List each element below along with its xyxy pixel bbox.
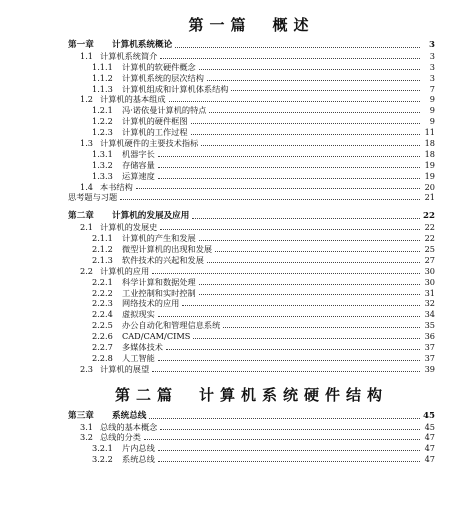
toc-subsection-entry[interactable] xyxy=(68,277,435,288)
toc-subsection-entry[interactable] xyxy=(68,160,435,171)
entry-page-number: 18 xyxy=(424,138,435,148)
dot-leader xyxy=(152,273,420,274)
entry-number: 1.3.3 xyxy=(92,170,113,181)
dot-leader xyxy=(158,450,420,451)
toc-subsection-entry[interactable] xyxy=(68,288,435,299)
part-title: 第一篇 概述 xyxy=(188,16,315,34)
dot-leader xyxy=(215,251,420,252)
dot-leader xyxy=(175,47,420,48)
entry-page-number: 31 xyxy=(424,287,435,298)
entry-title: 计算机组成和计算机体系结构 xyxy=(122,83,229,94)
entry-page-number: 9 xyxy=(429,105,435,116)
toc-section-entry[interactable] xyxy=(68,94,435,105)
entry-title: CAD/CAM/CIMS xyxy=(122,331,191,342)
entry-title: 冯·诺依曼计算机的特点 xyxy=(122,105,207,116)
entry-page-number: 45 xyxy=(423,410,435,421)
entry-title: 计算机的发展及应用 xyxy=(112,211,190,222)
dot-leader xyxy=(223,327,420,328)
dot-leader xyxy=(199,294,420,295)
entry-page-number: 19 xyxy=(424,170,435,181)
entry-title: 计算机的产生和发展 xyxy=(122,233,196,244)
entry-page-number: 3 xyxy=(429,61,435,72)
entry-page-number: 30 xyxy=(424,265,435,276)
entry-title: 网络技术的应用 xyxy=(122,298,180,309)
toc-subsection-entry[interactable] xyxy=(68,298,435,309)
entry-title: 运算速度 xyxy=(122,170,155,181)
entry-title: 系统总线 xyxy=(112,410,147,421)
entry-title: 存储容量 xyxy=(122,159,155,170)
dot-leader xyxy=(199,240,420,241)
entry-page-number: 21 xyxy=(424,192,435,203)
entry-title: 计算机系统的层次结构 xyxy=(122,72,204,83)
entry-title: 计算机的硬件框图 xyxy=(122,116,188,127)
entry-number: 3.1 xyxy=(80,421,94,432)
entry-number: 第三章 xyxy=(68,410,94,421)
toc-subsection-entry[interactable] xyxy=(68,62,435,73)
entry-number: 1.1.1 xyxy=(92,61,113,72)
dot-leader xyxy=(231,90,420,91)
entry-title: 计算机的发展史 xyxy=(100,222,158,233)
entry-number: 1.2 xyxy=(80,94,94,105)
toc-section-entry[interactable] xyxy=(68,266,435,277)
toc-subsection-entry[interactable] xyxy=(68,331,435,342)
entry-number: 3.2.1 xyxy=(92,443,113,454)
toc-list xyxy=(68,411,435,465)
entry-page-number: 47 xyxy=(424,443,435,454)
entry-page-number: 20 xyxy=(424,181,435,192)
entry-number: 1.3.2 xyxy=(92,159,113,170)
dot-leader xyxy=(169,101,420,102)
toc-section-entry[interactable] xyxy=(68,51,435,62)
entry-number: 3.2.2 xyxy=(92,454,113,465)
entry-number: 1.1 xyxy=(80,50,94,61)
toc-subsection-entry[interactable] xyxy=(68,233,435,244)
entry-page-number: 7 xyxy=(429,83,435,94)
entry-page-number: 22 xyxy=(423,211,435,222)
entry-title: 多媒体技术 xyxy=(122,342,163,353)
entry-page-number: 47 xyxy=(424,432,435,443)
toc-entry[interactable] xyxy=(68,192,435,203)
dot-leader xyxy=(191,123,420,124)
toc-subsection-entry[interactable] xyxy=(68,309,435,320)
toc-subsection-entry[interactable] xyxy=(68,127,435,138)
dot-leader xyxy=(207,262,420,263)
entry-title: 计算机的基本组成 xyxy=(100,94,166,105)
entry-page-number: 47 xyxy=(424,454,435,465)
entry-title: 工业控制和实时控制 xyxy=(122,287,196,298)
entry-title: 计算机的应用 xyxy=(100,265,150,276)
entry-page-number: 37 xyxy=(424,342,435,353)
toc-subsection-entry[interactable] xyxy=(68,84,435,95)
entry-page-number: 30 xyxy=(424,276,435,287)
toc-subsection-entry[interactable] xyxy=(68,105,435,116)
entry-title: 微型计算机的出现和发展 xyxy=(122,244,213,255)
dot-leader xyxy=(160,429,420,430)
toc-section-entry[interactable] xyxy=(68,138,435,149)
toc-section-entry[interactable] xyxy=(68,422,435,433)
entry-page-number: 9 xyxy=(429,116,435,127)
part-section xyxy=(68,0,435,375)
entry-title: 本书结构 xyxy=(100,181,133,192)
entry-title: 思考题与习题 xyxy=(68,192,118,203)
toc-subsection-entry[interactable] xyxy=(68,149,435,160)
entry-title: 机器字长 xyxy=(122,148,155,159)
entry-title: 人工智能 xyxy=(122,352,155,363)
entry-page-number: 18 xyxy=(424,148,435,159)
dot-leader xyxy=(191,134,420,135)
entry-number: 2.1.1 xyxy=(92,233,113,244)
entry-title: 片内总线 xyxy=(122,443,155,454)
dot-leader xyxy=(158,360,420,361)
entry-title: 总线的基本概念 xyxy=(100,421,158,432)
toc-subsection-entry[interactable] xyxy=(68,353,435,364)
dot-leader xyxy=(160,58,420,59)
dot-leader xyxy=(192,218,420,219)
toc-subsection-entry[interactable] xyxy=(68,116,435,127)
toc-chapter-entry[interactable] xyxy=(68,40,435,51)
dot-leader xyxy=(144,439,420,440)
entry-number: 2.3 xyxy=(80,363,94,374)
entry-number: 1.2.1 xyxy=(92,105,113,116)
dot-leader xyxy=(136,188,420,189)
entry-title: 计算机的软硬件概念 xyxy=(122,61,196,72)
entry-number: 2.2.1 xyxy=(92,276,113,287)
chapter-spacer xyxy=(68,203,435,209)
entry-number: 第二章 xyxy=(68,211,94,222)
entry-number: 2.2.4 xyxy=(92,309,113,320)
dot-leader xyxy=(207,80,420,81)
dot-leader xyxy=(182,305,420,306)
dot-leader xyxy=(158,461,420,462)
part-section xyxy=(68,381,435,465)
toc-subsection-entry[interactable] xyxy=(68,320,435,331)
toc-subsection-entry[interactable] xyxy=(68,255,435,266)
entry-page-number: 27 xyxy=(424,254,435,265)
entry-number: 1.4 xyxy=(80,181,94,192)
entry-title: 科学计算和数据处理 xyxy=(122,276,196,287)
entry-number: 2.1.3 xyxy=(92,254,113,265)
dot-leader xyxy=(209,112,420,113)
entry-number: 2.2.8 xyxy=(92,352,113,363)
toc-section-entry[interactable] xyxy=(68,364,435,375)
entry-number: 1.3 xyxy=(80,138,94,148)
dot-leader xyxy=(120,199,420,200)
entry-title: 计算机的展望 xyxy=(100,363,150,374)
entry-page-number: 19 xyxy=(424,159,435,170)
dot-leader xyxy=(193,338,420,339)
dot-leader xyxy=(152,371,420,372)
entry-number: 2.2.7 xyxy=(92,342,113,353)
entry-number: 1.2.3 xyxy=(92,127,113,138)
dot-leader xyxy=(149,418,420,419)
toc-chapter-entry[interactable] xyxy=(68,411,435,422)
entry-page-number: 34 xyxy=(424,309,435,320)
dot-leader xyxy=(158,316,420,317)
entry-title: 系统总线 xyxy=(122,454,155,465)
entry-page-number: 25 xyxy=(424,244,435,255)
entry-title: 软件技术的兴起和发展 xyxy=(122,254,204,265)
entry-title: 计算机系统概论 xyxy=(112,39,173,50)
part-title: 第二篇 计算机系统硬件结构 xyxy=(114,385,388,404)
entry-page-number: 37 xyxy=(424,352,435,363)
entry-number: 1.3.1 xyxy=(92,148,113,159)
entry-number: 2.2 xyxy=(80,265,94,276)
toc-subsection-entry[interactable] xyxy=(68,342,435,353)
entry-page-number: 32 xyxy=(424,298,435,309)
entry-number: 1.1.3 xyxy=(92,83,113,94)
entry-number: 2.2.5 xyxy=(92,320,113,331)
entry-title: 总线的分类 xyxy=(100,432,141,443)
entry-page-number: 45 xyxy=(424,421,435,432)
entry-number: 3.2 xyxy=(80,432,94,443)
entry-number: 1.1.2 xyxy=(92,72,113,83)
entry-page-number: 39 xyxy=(424,363,435,374)
dot-leader xyxy=(160,229,420,230)
entry-number: 1.2.2 xyxy=(92,116,113,127)
dot-leader xyxy=(158,156,420,157)
entry-page-number: 3 xyxy=(429,50,435,61)
dot-leader xyxy=(201,145,420,146)
toc-section-entry[interactable] xyxy=(68,222,435,233)
toc-subsection-entry[interactable] xyxy=(68,171,435,182)
entry-number: 2.2.3 xyxy=(92,298,113,309)
entry-page-number: 22 xyxy=(424,222,435,233)
entry-page-number: 3 xyxy=(429,39,435,50)
entry-page-number: 11 xyxy=(424,127,435,138)
entry-page-number: 9 xyxy=(429,94,435,105)
entry-page-number: 3 xyxy=(429,72,435,83)
entry-page-number: 36 xyxy=(424,331,435,342)
entry-number: 2.1 xyxy=(80,222,94,233)
dot-leader xyxy=(166,349,420,350)
entry-title: 计算机的工作过程 xyxy=(122,127,188,138)
toc-chapter-entry[interactable] xyxy=(68,211,435,222)
entry-title: 虚拟现实 xyxy=(122,309,155,320)
dot-leader xyxy=(199,284,420,285)
toc-section-entry[interactable] xyxy=(68,182,435,193)
entry-number: 第一章 xyxy=(68,39,94,50)
entry-number: 2.2.6 xyxy=(92,331,113,342)
entry-title: 计算机硬件的主要技术指标 xyxy=(100,138,199,148)
dot-leader xyxy=(199,69,420,70)
toc-subsection-entry[interactable] xyxy=(68,443,435,454)
entry-title: 办公自动化和管理信息系统 xyxy=(122,320,221,331)
entry-page-number: 35 xyxy=(424,320,435,331)
toc-subsection-entry[interactable] xyxy=(68,454,435,465)
toc-subsection-entry[interactable] xyxy=(68,73,435,84)
entry-number: 2.1.2 xyxy=(92,244,113,255)
toc-section-entry[interactable] xyxy=(68,433,435,444)
entry-title: 计算机系统简介 xyxy=(100,50,158,61)
dot-leader xyxy=(158,178,420,179)
entry-number: 2.2.2 xyxy=(92,287,113,298)
entry-page-number: 22 xyxy=(424,233,435,244)
dot-leader xyxy=(158,167,420,168)
toc-subsection-entry[interactable] xyxy=(68,244,435,255)
toc-list xyxy=(68,40,435,375)
